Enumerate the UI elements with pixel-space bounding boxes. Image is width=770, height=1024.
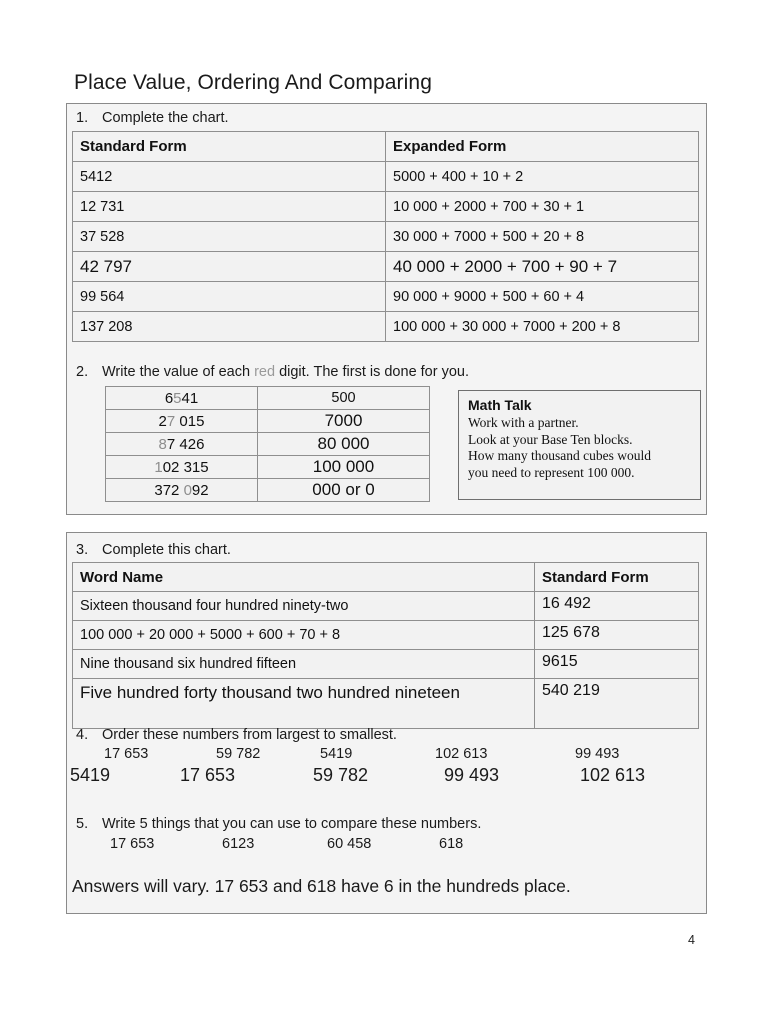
table-row [73, 282, 699, 312]
cell-digit-value: 500 [258, 387, 430, 410]
question-5-given-numbers [110, 836, 519, 852]
question-2-text-before: Write the value of each [102, 364, 255, 380]
cell-word-name: 100 000 + 20 000 + 5000 + 600 + 70 + 8 [73, 621, 535, 650]
question-2-number: 2. [76, 364, 89, 380]
cell-standard-form: 12 731 [73, 192, 386, 222]
cell-digit-value: 000 or 0 [258, 479, 430, 502]
question-2-prompt [76, 364, 469, 380]
number-item: 17 653 [104, 746, 149, 762]
table-row [73, 252, 699, 282]
number-item: 17 653 [110, 836, 155, 852]
number-item: 99 493 [444, 765, 500, 785]
cell-expanded-form: 100 000 + 30 000 + 7000 + 200 + 8 [386, 312, 699, 342]
cell-expanded-form: 40 000 + 2000 + 700 + 90 + 7 [386, 252, 699, 282]
table-row [73, 192, 699, 222]
page-number: 4 [688, 933, 695, 947]
column-header: Standard Form [73, 132, 386, 162]
cell-standard-form: 125 678 [535, 621, 699, 650]
table-row [106, 433, 430, 456]
math-talk-box [458, 390, 701, 500]
table-row [106, 479, 430, 502]
cell-number-with-red-digit: 102 315 [106, 456, 258, 479]
number-item: 102 613 [435, 746, 488, 762]
column-header: Expanded Form [386, 132, 699, 162]
question-1-text: Complete the chart. [102, 110, 229, 126]
question-2-red-word: red [254, 364, 276, 380]
cell-standard-form: 137 208 [73, 312, 386, 342]
number-item: 6123 [222, 836, 255, 852]
cell-standard-form: 16 492 [535, 592, 699, 621]
cell-standard-form: 99 564 [73, 282, 386, 312]
cell-expanded-form: 10 000 + 2000 + 700 + 30 + 1 [386, 192, 699, 222]
table-header-row [73, 132, 699, 162]
question-1-number: 1. [76, 110, 89, 126]
question-5-text: Write 5 things that you can use to compare these numbers. [102, 816, 482, 832]
table-row [73, 592, 699, 621]
table-word-name-standard-form [72, 562, 699, 729]
table-row [73, 312, 699, 342]
number-item: 17 653 [180, 765, 236, 785]
cell-number-with-red-digit: 6541 [106, 387, 258, 410]
cell-word-name: Sixteen thousand four hundred ninety-two [73, 592, 535, 621]
question-4-given-numbers [104, 746, 655, 762]
number-item: 5419 [320, 746, 353, 762]
red-digit: 1 [154, 458, 163, 476]
cell-digit-value: 7000 [258, 410, 430, 433]
table-row [106, 387, 430, 410]
cell-number-with-red-digit: 27 015 [106, 410, 258, 433]
math-talk-line: How many thousand cubes would [468, 448, 651, 463]
question-5-number: 5. [76, 816, 89, 832]
question-1-prompt [76, 110, 229, 126]
red-digit: 7 [166, 412, 176, 430]
question-4-number: 4. [76, 727, 89, 743]
table-header-row [73, 563, 699, 592]
number-item: 618 [439, 836, 464, 852]
question-3-text: Complete this chart. [102, 542, 231, 558]
table-red-digit-values [105, 386, 430, 502]
column-header: Standard Form [535, 563, 699, 592]
math-talk-title: Math Talk [468, 397, 532, 413]
cell-word-name: Five hundred forty thousand two hundred nineteen [73, 679, 535, 729]
cell-standard-form: 540 219 [535, 679, 699, 729]
cell-digit-value: 100 000 [258, 456, 430, 479]
page-title: Place Value, Ordering And Comparing [74, 71, 432, 94]
table-row [73, 650, 699, 679]
cell-word-name: Nine thousand six hundred fifteen [73, 650, 535, 679]
math-talk-line: Look at your Base Ten blocks. [468, 431, 633, 447]
red-digit: 8 [158, 435, 167, 453]
table-row [73, 162, 699, 192]
column-header: Word Name [73, 563, 535, 592]
red-digit: 0 [183, 481, 192, 499]
cell-standard-form: 42 797 [73, 252, 386, 282]
red-digit: 5 [173, 389, 182, 407]
number-item: 60 458 [327, 836, 372, 852]
cell-standard-form: 5412 [73, 162, 386, 192]
question-4-text: Order these numbers from largest to smallest. [102, 727, 397, 743]
cell-standard-form: 37 528 [73, 222, 386, 252]
cell-expanded-form: 90 000 + 9000 + 500 + 60 + 4 [386, 282, 699, 312]
table-standard-expanded-form [72, 131, 699, 342]
cell-expanded-form: 30 000 + 7000 + 500 + 20 + 8 [386, 222, 699, 252]
cell-number-with-red-digit: 372 092 [106, 479, 258, 502]
table-row [73, 222, 699, 252]
question-2-text-after: digit. The first is done for you. [275, 364, 470, 380]
question-3-number: 3. [76, 542, 89, 558]
number-item: 99 493 [575, 746, 620, 762]
question-5-answer-sentence: Answers will vary. 17 653 and 618 have 6 in the hundreds place. [72, 876, 571, 896]
table-row [73, 679, 699, 729]
question-5-prompt [76, 816, 481, 832]
question-3-prompt [76, 542, 231, 558]
math-talk-line: you need to represent 100 000. [468, 464, 635, 480]
cell-standard-form: 9615 [535, 650, 699, 679]
question-4-answer-numbers [70, 765, 680, 786]
cell-digit-value: 80 000 [258, 433, 430, 456]
table-row [73, 621, 699, 650]
cell-expanded-form: 5000 + 400 + 10 + 2 [386, 162, 699, 192]
number-item: 59 782 [216, 746, 261, 762]
cell-number-with-red-digit: 87 426 [106, 433, 258, 456]
math-talk-line: Work with a partner. [468, 415, 579, 430]
number-item: 5419 [70, 765, 111, 785]
number-item: 102 613 [580, 765, 646, 785]
question-4-prompt [76, 727, 397, 743]
table-row [106, 410, 430, 433]
table-row [106, 456, 430, 479]
number-item: 59 782 [313, 765, 369, 785]
